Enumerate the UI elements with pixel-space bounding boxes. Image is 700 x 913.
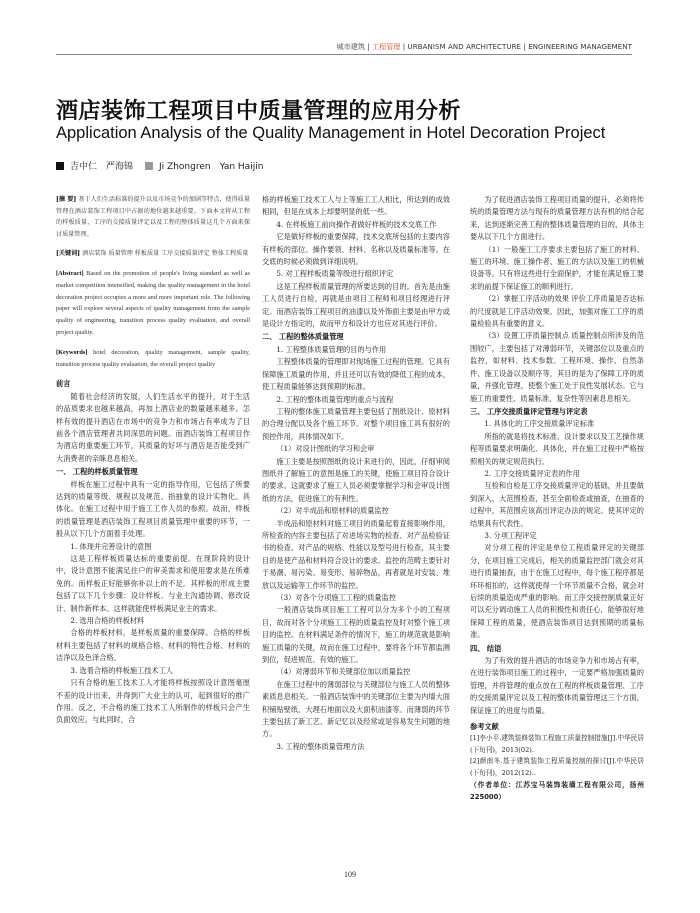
- page-number: 109: [344, 870, 356, 879]
- abstract-label: [摘 要]: [56, 196, 79, 203]
- header-text: 城市建筑 | 工程管理 | URBANISM AND ARCHITECTURE | ENGINEERING MANAGEMENT: [336, 43, 632, 51]
- abstract-block: [56, 248, 250, 260]
- paragraph: 4. 在样板施工前向操作者做好样板的技术交底工作: [276, 219, 437, 229]
- paragraph: 在施工过程中的薄弱部位与关键部位与施工人员的整体素质息息相关。一般酒店装饰中的关键部位主要为内墙大面积铺贴壁纸、大理石地面以及大面积油漆等。而薄弱的环节主要包括了新工艺、新记忆以及经常或是容易发生问题的地方。: [262, 679, 450, 739]
- paragraph: （1）一般施工工序要求主要包括了施工的材料、施工的环境、施工操作者、施工的方法以及施工的机械设备等。只有将这些进行全面保护，才能在满足施工要求的前提下保证施工的顺利进行。: [470, 244, 644, 291]
- paragraph: 对分项工程的评定是单位工程质量评定的关键部分，在项目施工完成后，相关的质量监控部门就会对其进行质量抽查，由于在施工过程中，每个施工程序都是环环相扣的，这样就使得一个环节质量不合格，就会对后续的质量造成严重的影响。而工序交接控制质量正好可以充分调动施工人员的积极性和责任心，能够很好地保障工程的质量，使酒店装饰项目达到预期的质量标准。: [470, 543, 644, 640]
- paragraph: （3）设置工序质量控制点 质量控制点所涉及的范围较广，主要包括了对薄弱环节，关键部位以及重点的监控，如材料、技术参数、工程环境、操作、自然条件、施工设备以及顺序等，其目的是为了保障工序的质量，并强化管理，使整个施工处于良性发展状态。它与施工的重要性、质量标准、复杂性等因素息息相关。: [470, 331, 644, 403]
- abstract-text: Based on the promotion of people's living standard as well as market competition intensified, making the quality management in the hotel decoration project occupies a more and more important role. The following paper will explore several aspects of quality management from the sample quality of engineering, transition process quality evaluation, and overall project quality.: [56, 269, 250, 336]
- paragraph: 1. 体现并完善设计的意图: [70, 541, 152, 551]
- abstract-label: [关键词]: [56, 250, 83, 258]
- paragraph: 这是工程样板质量达标的重要前提。在现阶段的设计中，设计意图不能满足住户的审美需求和使用要求是在所难免的。而样板正好能够弥补以上的不足。其样板的形成主要包括了以下几个步骤：设计样板、与业主沟通协调、修改设计、制作新样本。这样就能使样板满足业主的需求。: [56, 554, 250, 613]
- authors-line: [56, 159, 263, 172]
- abstract-text: hotel decoration, quality management, sample quality, transition process quality evaluation, the overall project quality: [56, 348, 250, 368]
- paragraph: 5. 对工程样板质量等级进行组织评定: [276, 269, 394, 279]
- paragraph: 一般酒店装饰项目施工工程可以分为多个小的工程项目，故而对各个分项施工工程的质量监控及时对整个施工项目的监控。在材料满足条件的情况下，施工的规范就是影响施工质量的关键，故而在施工过程中，要将各个环节都监测到位，促进规范、有效的施工。: [262, 605, 450, 665]
- reference-item: [1]李小平.建筑装修装饰工程施工质量控制措施[J].中华民居(下旬刊)，2013(02).: [470, 734, 644, 754]
- paragraph: 只有合格的施工技术工人才能将样板按照设计意图毫厘不差的设计出来，并得到广大业主的认可，起到很好的推广作用。反之，不合格的施工技术工人所制作的样板只会产生负面效应。与此同时，合: [56, 678, 250, 725]
- paragraph: （3）对各个分项施工工程的质量监控: [276, 593, 396, 602]
- paragraph: 1. 具体化的工序交接质量评定标准: [484, 419, 595, 429]
- paragraph: 工程的整体施工质量管理主要包括了图纸设计、原材料的合理分配以及各个施工环节。对整个项目施工具有很好的预控作用，具体情况如下。: [262, 406, 450, 441]
- paragraph: （2）掌握工序活动的效果 评价工序质量是否达标的尺度就是工序活动效果。因此，加强对施工工序的质量检验具有重要的意义。: [470, 294, 644, 329]
- section-heading: 四、 结语: [470, 643, 502, 653]
- column-2: [262, 194, 450, 753]
- reference-item: [2]颜南冬.基于建筑装饰工程质量控制的探讨[J].中华民居(下旬刊)，2012(12)..: [470, 757, 644, 777]
- paragraph: 3. 分项工程评定: [484, 530, 537, 540]
- paragraph: 格的样板施工技术工人与上等施工工人相比，所达到的成效相同，但是在成本上却要明显的低一些。: [262, 195, 450, 217]
- authors-zh: 吉中仁 严海锦: [70, 162, 134, 172]
- authors-en: Ji Zhongren Yan Haijin: [159, 162, 264, 172]
- paragraph: （1）对设计图纸的学习和会审: [276, 444, 375, 454]
- paragraph: 所指的就是将技术标准、设计要求以及工艺操作规程等质量要求明确化、具体化，并在施工过程中严格按照相关的规定规范执行。: [470, 431, 644, 466]
- paragraph: 2. 选用合格的样板材料: [70, 616, 145, 626]
- paragraph: 2. 工序交接质量评定表的作用: [484, 468, 580, 478]
- paragraph: 为了促进酒店装饰工程项目质量的提升，必须将传统的质量管理方法与现有的质量管理方法有机的结合起来，达到逐渐完善工程的整体质量管理的目的，具体主要从以下几个方面进行。: [470, 195, 644, 242]
- abstract-text: 基于人们生活标准的提升以及市场竞争的加剧等特点，使得质量管理在酒店装饰工程项目中占据的地位越来越重要。下面本文将从工程的样板质量、工序的交接质量评定以及工程的整体质量这几个方面来探讨质量管理。: [56, 196, 251, 238]
- abstract-block: [56, 268, 250, 339]
- section-heading: 一、 工程的样板质量管理: [56, 467, 138, 477]
- subsection-heading: 参考文献: [470, 722, 499, 732]
- section-heading: 三、 工序交接质量评定管理与评定表: [470, 406, 588, 416]
- author-affiliation: （作者单位：江苏宝马装饰装璜工程有限公司，扬州 225000）: [470, 781, 644, 802]
- abstract-label: [Keywords]: [56, 348, 94, 356]
- paragraph: 互检和自检是工序交接质量评定的基础，并且要做到深入、大范围检查，甚至全面检查或抽查，在抽查的过程中，其范围应该高出评定办法的规定。使其评定的结果具有代表性。: [470, 481, 644, 528]
- header-rule: [56, 54, 632, 55]
- paragraph: 2. 工程的整体质量管理的重点与流程: [276, 394, 394, 404]
- paragraph: 这是工程样板质量管理的所要达到的目的。首先是由施工人员进行自检，再就是由项目工程师和项目经理进行评定。而酒店装饰工程项目的油漆以及外饰面主要是由甲方或是设计方指定的，故而甲方和设计方也应对其进行评价。: [262, 281, 450, 329]
- paragraph: （2）对半成品和原材料的质量监控: [276, 506, 389, 516]
- paragraph: 3. 工程的整体质量管理方法: [276, 741, 365, 751]
- running-header: [0, 38, 700, 68]
- abstract-label: [Abstract]: [56, 269, 87, 277]
- paragraph: 合格的样板材料，是样板质量的重要保障。合格的样板材料主要包括了材料的规格合格、材料的特性合格、材料的洁净以及色泽合格。: [56, 628, 250, 663]
- header-accent: 工程管理: [372, 43, 401, 51]
- abstract-block: [56, 194, 250, 240]
- abstract-text: 酒店装饰 质量管理 样板质量 工序交接质量评定 整体工程质量: [82, 250, 249, 258]
- paragraph: 工程整体质量的管理即对现场施工过程的管理。它具有保障施工质量的作用，并且还可以有效的降低工程的成本，使工程质量能够达到预期的标准。: [262, 357, 450, 392]
- paragraph: 施工主要是按照图纸的设计来进行的，因此，仔细审阅图纸并了解施工的意图是施工的关键，使施工项目符合设计的要求。这就要求了施工人员必须要掌握学习和会审设计图纸的方法，促进施工的有利性。: [262, 456, 450, 503]
- column-3: [470, 194, 644, 803]
- paragraph: 3. 选着合格的样板施工技术工人: [70, 665, 173, 675]
- paragraph: 为了有效的提升酒店的市场竞争力和市场占有率，在进行装饰项目施工的过程中，一定要严格加强质量的管理，并将管理的重点放在工程的样板质量管理、工序的交接质量评定以及工程的整体质量管理这三个方面，保证施工的进度与质量。: [470, 656, 644, 715]
- paragraph: 随着社会经济的发展，人们生活水平的提升，对于生活的品质要求也越来越高，再加上酒店业的数量越来越多。怎样有效的提升酒店在市场中的竞争力和市场占有率成为了目前各个酒店管理者共同深思的问题。而酒店装饰工程项目作为酒店的重要施工环节，其质量的好坏与酒店是否能受到广大消费者的亲睐息息相关。: [56, 391, 250, 463]
- article-title-zh: 酒店装饰工程项目中质量管理的应用分析: [56, 99, 462, 124]
- article-title-en: Application Analysis of the Quality Management in Hotel Decoration Project: [56, 124, 606, 142]
- abstract-block: [56, 347, 250, 371]
- paragraph: 半成品和原材料对施工项目的质量起着直接影响作用，所检查的内容主要包括了对进场实物的检查、对产品检验证书的检查、对产品的规格、性能以及型号进行检查，其主要目的是使产品和材料符合设计的要求。监控的范畴主要针对于易潮、易污染、易变形、易碎物品，再者就是对安装、堆放以及运输等工作环节的监控。: [262, 518, 450, 590]
- square-bullet-icon: [56, 162, 64, 170]
- paragraph: （4）对薄弱环节和关键部位加以质量监控: [276, 667, 411, 677]
- paragraph: 1. 工程整体质量管理的目的与作用: [276, 344, 387, 354]
- paragraph: 它是做好样板的重要保障，技术交底所包括的主要内容有样板的部位、操作要领、材料、名称以及质量标准等。在交底的时候必须做到详细说明。: [262, 232, 450, 267]
- column-1: [56, 194, 250, 727]
- square-bullet-gray-icon: [145, 162, 153, 170]
- paragraph: 样板在施工过程中具有一定的指导作用，它包括了所要达到的质量等级、规程以及规范、指抽象的设计实物化、具体化。在施工过程中用于施工工作人员的参照。故而，样板的质量管理是酒店装饰工程项目质量管理中重要的环节，一般从以下几个方面着手处理。: [56, 479, 250, 539]
- subsection-heading: 前言: [56, 379, 71, 389]
- section-heading: 二、 工程的整体质量管理: [262, 332, 344, 342]
